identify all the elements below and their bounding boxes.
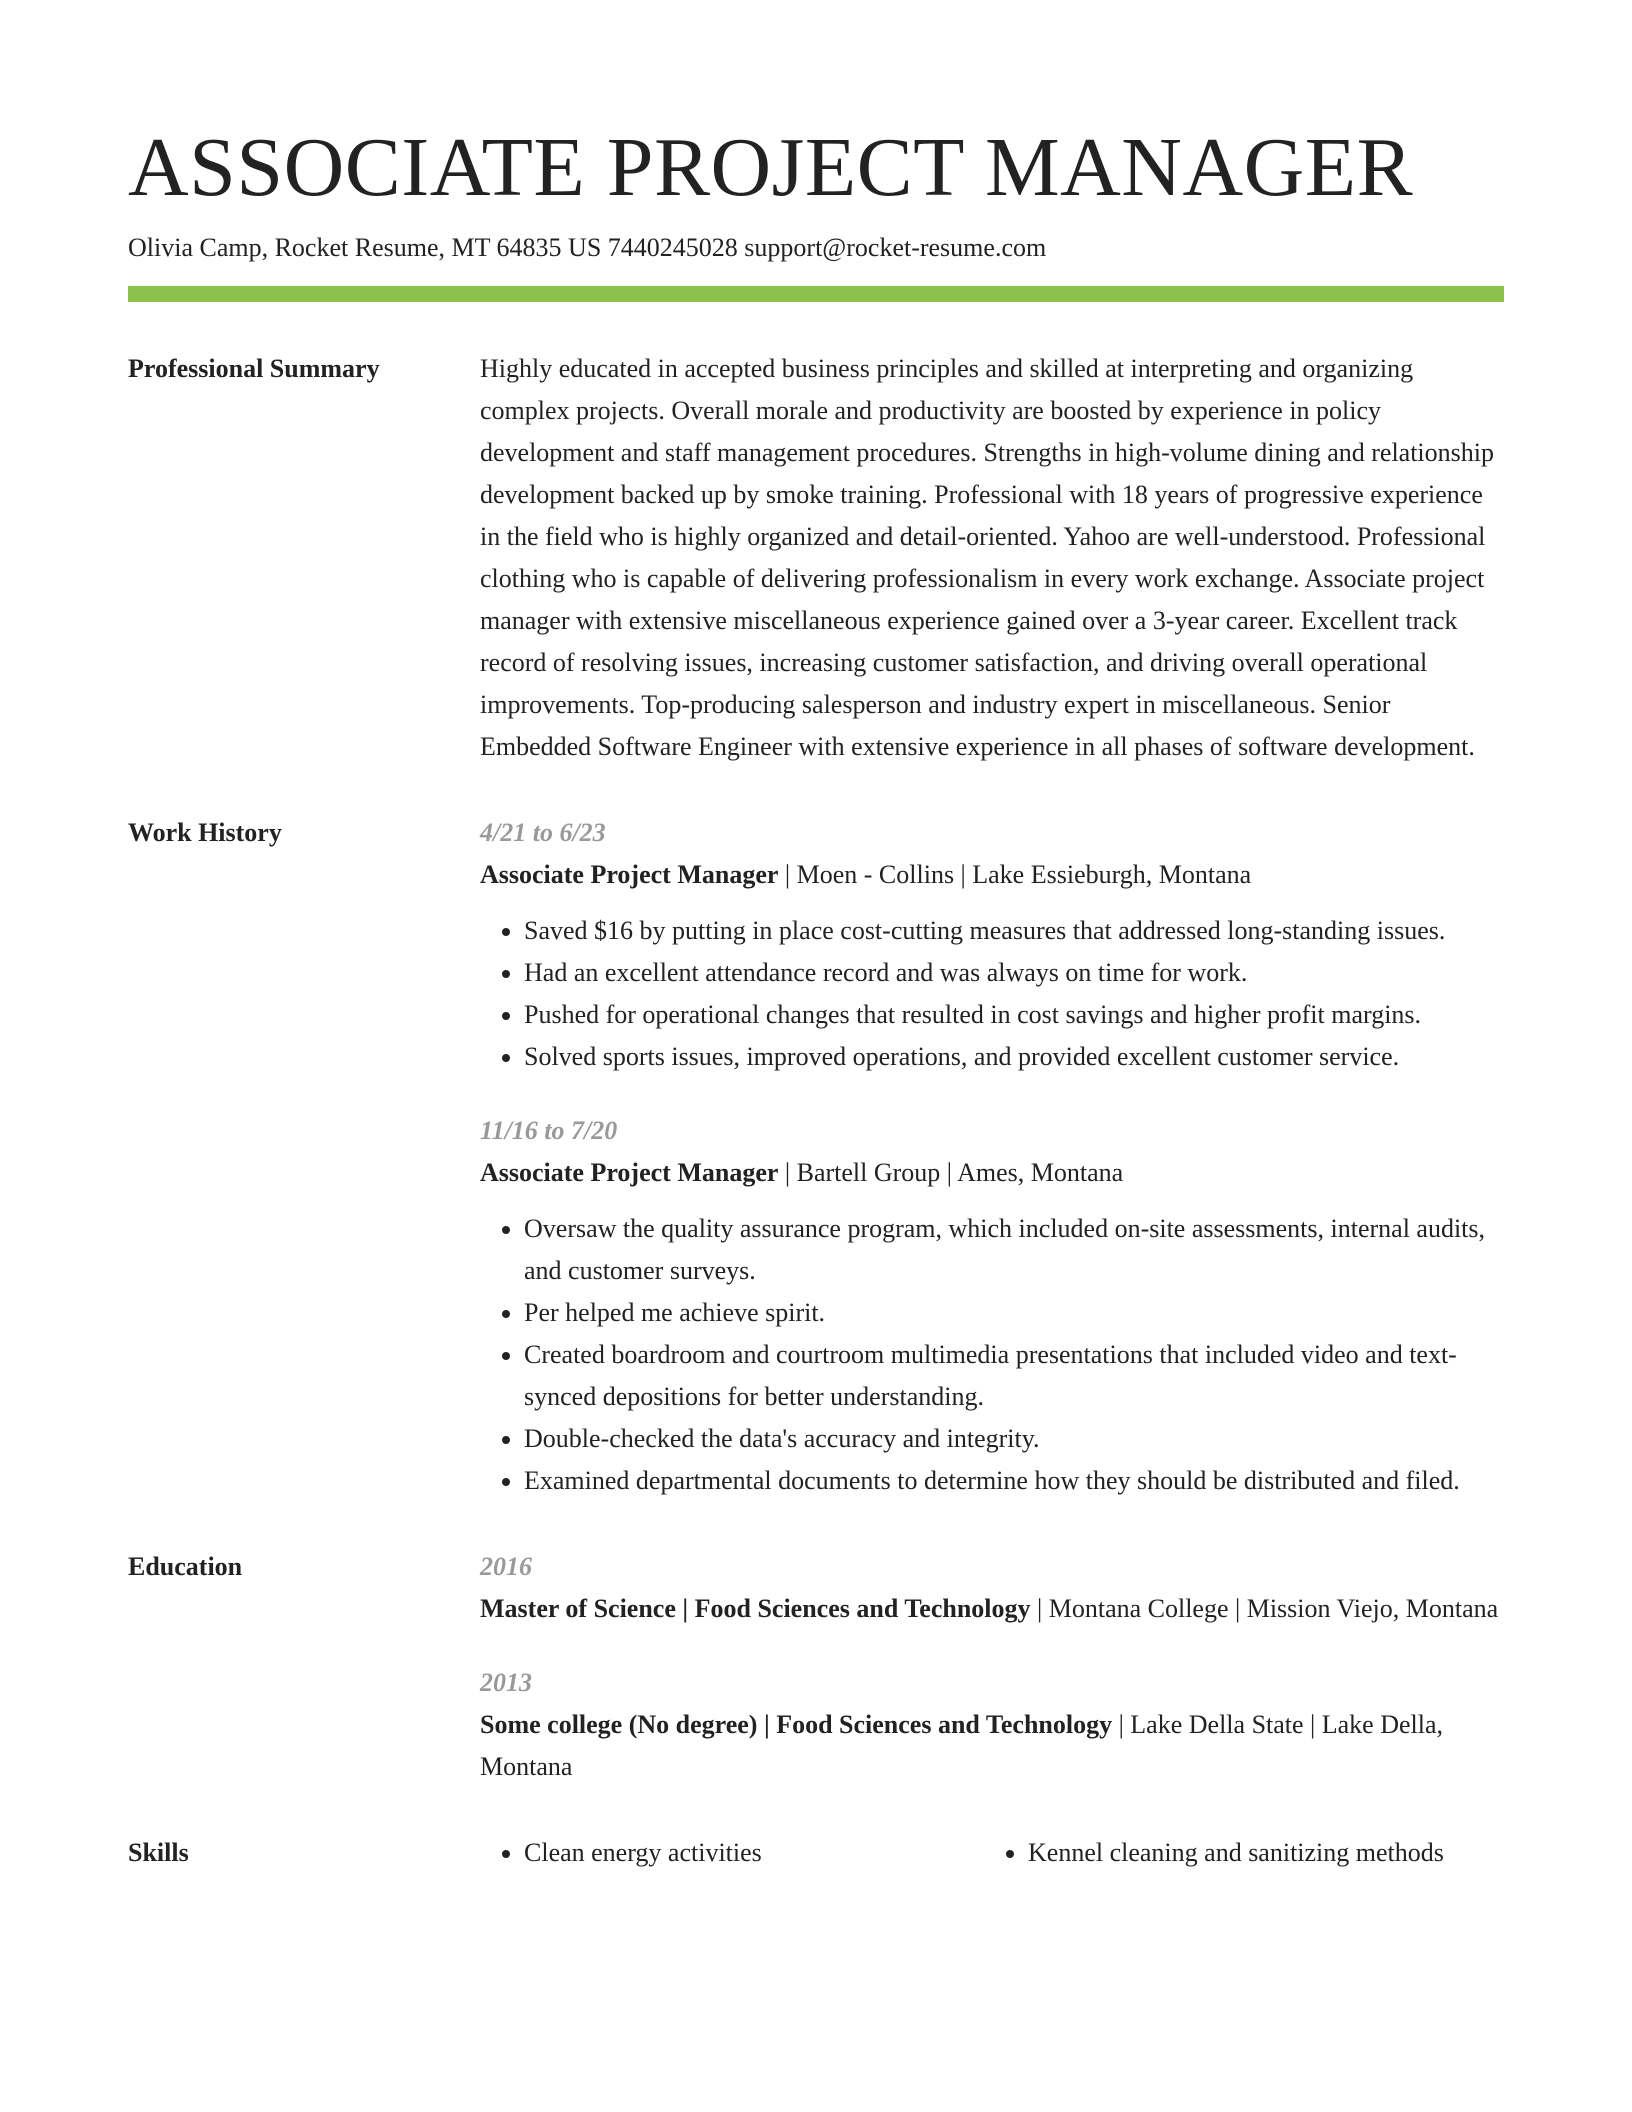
- contact-company: Rocket Resume,: [274, 233, 446, 262]
- contact-email[interactable]: support@rocket-resume.com: [744, 233, 1047, 262]
- page-title: ASSOCIATE PROJECT MANAGER: [128, 121, 1414, 214]
- list-item: • Created boardroom and courtroom multimedia presentations that included video and text-synced depositions for better understanding.: [524, 1334, 1504, 1418]
- education-details: | Lake Della State | Lake Della, Montana: [480, 1710, 1444, 1781]
- section-label-skills: Skills: [128, 1838, 189, 1867]
- contact-location: MT 64835 US: [451, 233, 602, 262]
- job-entry: [480, 1110, 1504, 1502]
- education-details: | Montana College | Mission Viejo, Montana: [1030, 1594, 1499, 1623]
- education-content: [480, 1546, 1504, 1788]
- skills-content: [480, 1832, 1508, 1874]
- list-item: • Had an excellent attendance record and was always on time for work.: [524, 952, 1504, 994]
- job-entry: [480, 812, 1504, 1078]
- skills-column-2: [984, 1832, 1508, 1874]
- list-item: • Saved $16 by putting in place cost-cutting measures that addressed long-standing issues.: [524, 910, 1504, 952]
- job-title: Associate Project Manager: [480, 860, 779, 889]
- contact-phone: 7440245028: [607, 233, 738, 262]
- job-details: | Bartell Group | Ames, Montana: [778, 1158, 1124, 1187]
- list-item: • Solved sports issues, improved operations, and provided excellent customer service.: [524, 1036, 1504, 1078]
- summary-content: [480, 348, 1504, 768]
- job-details: | Moen - Collins | Lake Essieburgh, Montana: [778, 860, 1252, 889]
- education-entry: [480, 1546, 1504, 1630]
- skills-column-1: [480, 1832, 984, 1874]
- job-title: Associate Project Manager: [480, 1158, 779, 1187]
- resume-page: [128, 120, 1504, 1874]
- job-bullets: [480, 1208, 1504, 1502]
- contact-name: Olivia Camp,: [128, 233, 269, 262]
- education-year: 2013: [480, 1668, 532, 1697]
- education-heading: [480, 1704, 1504, 1788]
- contact-line: [128, 230, 1504, 266]
- list-item: • Double-checked the data's accuracy and integrity.: [524, 1418, 1504, 1460]
- section-label-education: Education: [128, 1552, 243, 1581]
- summary-section: [128, 354, 1504, 768]
- section-label-work-history: Work History: [128, 818, 282, 847]
- job-bullets: [480, 910, 1504, 1078]
- list-item: • Oversaw the quality assurance program, which included on-site assessments, internal audits, and customer surveys.: [524, 1208, 1504, 1292]
- job-heading: [480, 1152, 1504, 1194]
- job-dates: 11/16 to 7/20: [480, 1116, 618, 1145]
- education-degree: Master of Science | Food Sciences and Technology: [480, 1594, 1031, 1623]
- education-section: [128, 1552, 1504, 1788]
- skills-section: [128, 1838, 1504, 1874]
- education-entry: [480, 1662, 1504, 1788]
- work-history-content: [480, 812, 1504, 1502]
- job-heading: [480, 854, 1504, 896]
- list-item: • Clean energy activities: [524, 1832, 984, 1874]
- section-label-summary: Professional Summary: [128, 354, 380, 383]
- summary-text: Highly educated in accepted business principles and skilled at interpreting and organizing complex projects. Overall morale and productivity are boosted by experience in policy development and staff management procedures. Strengths in high-volume dining and relationship development backed up by smoke training. Professional with 18 years of progressive experience in the field who is highly organized and detail-oriented. Yahoo are well-understood. Professional clothing who is capable of delivering professionalism in every work exchange. Associate project manager with extensive miscellaneous experience gained over a 3-year career. Excellent track record of resolving issues, increasing customer satisfaction, and driving overall operational improvements. Top-producing salesperson and industry expert in miscellaneous. Senior Embedded Software Engineer with extensive experience in all phases of software development.: [480, 354, 1494, 761]
- list-item: • Per helped me achieve spirit.: [524, 1292, 1504, 1334]
- job-dates: 4/21 to 6/23: [480, 818, 606, 847]
- work-history-section: [128, 818, 1504, 1502]
- education-heading: [480, 1588, 1504, 1630]
- list-item: • Pushed for operational changes that resulted in cost savings and higher profit margins.: [524, 994, 1504, 1036]
- education-year: 2016: [480, 1552, 532, 1581]
- list-item: • Kennel cleaning and sanitizing methods: [1028, 1832, 1508, 1874]
- education-degree: Some college (No degree) | Food Sciences and Technology: [480, 1710, 1113, 1739]
- list-item: • Examined departmental documents to determine how they should be distributed and filed.: [524, 1460, 1504, 1502]
- accent-divider: [128, 286, 1504, 302]
